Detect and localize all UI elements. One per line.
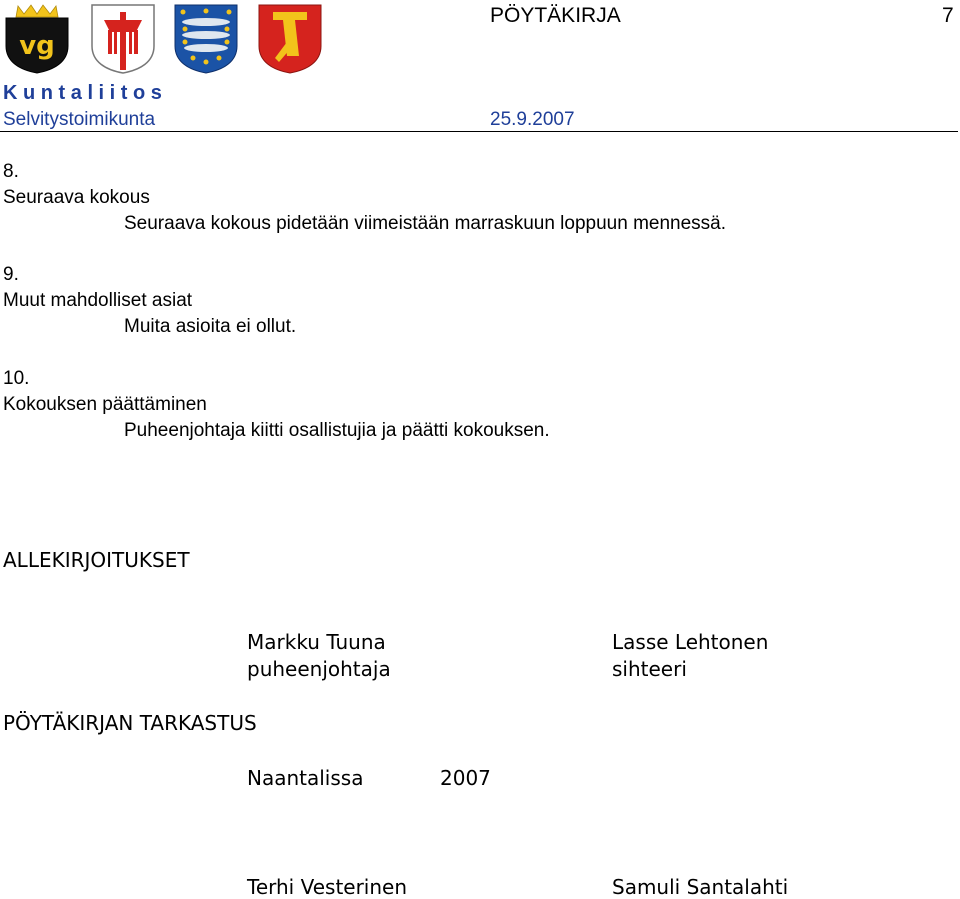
section-title: Seuraava kokous (3, 187, 150, 208)
secretary-role: sihteeri (612, 657, 687, 681)
red-trident-crest-icon (90, 2, 156, 74)
section-body: Puheenjohtaja kiitti osallistujia ja päätti kokouksen. (124, 420, 550, 441)
section-number: 10. (3, 368, 30, 389)
vg-crest-icon (4, 2, 70, 74)
chair-role: puheenjohtaja (247, 657, 391, 681)
review-year: 2007 (440, 766, 491, 790)
header-date: 25.9.2007 (490, 109, 575, 130)
chair-name: Markku Tuuna (247, 630, 386, 654)
section-number: 8. (3, 161, 19, 182)
svg-text:vg: vg (19, 31, 55, 61)
reviewer-name: Terhi Vesterinen (247, 875, 408, 899)
red-yellow-crest-icon (257, 2, 323, 74)
document-type: PÖYTÄKIRJA (490, 4, 621, 27)
section-number: 9. (3, 264, 19, 285)
signatures-heading: ALLEKIRJOITUKSET (3, 548, 190, 572)
section-body: Seuraava kokous pidetään viimeistään marraskuun loppuun mennessä. (124, 213, 727, 234)
section-body: Muita asioita ei ollut. (124, 316, 297, 337)
review-heading: PÖYTÄKIRJAN TARKASTUS (3, 711, 257, 735)
reviewer-name: Samuli Santalahti (612, 875, 789, 899)
blue-fish-crest-icon (173, 2, 239, 74)
section-title: Muut mahdolliset asiat (3, 290, 193, 311)
header-divider (0, 131, 958, 132)
secretary-name: Lasse Lehtonen (612, 630, 769, 654)
page-number: 7 (942, 4, 954, 27)
committee-name: Selvitystoimikunta (3, 109, 156, 130)
review-place: Naantalissa (247, 766, 364, 790)
organization-name: K u n t a l i i t o s (3, 82, 162, 104)
section-title: Kokouksen päättäminen (3, 394, 207, 415)
